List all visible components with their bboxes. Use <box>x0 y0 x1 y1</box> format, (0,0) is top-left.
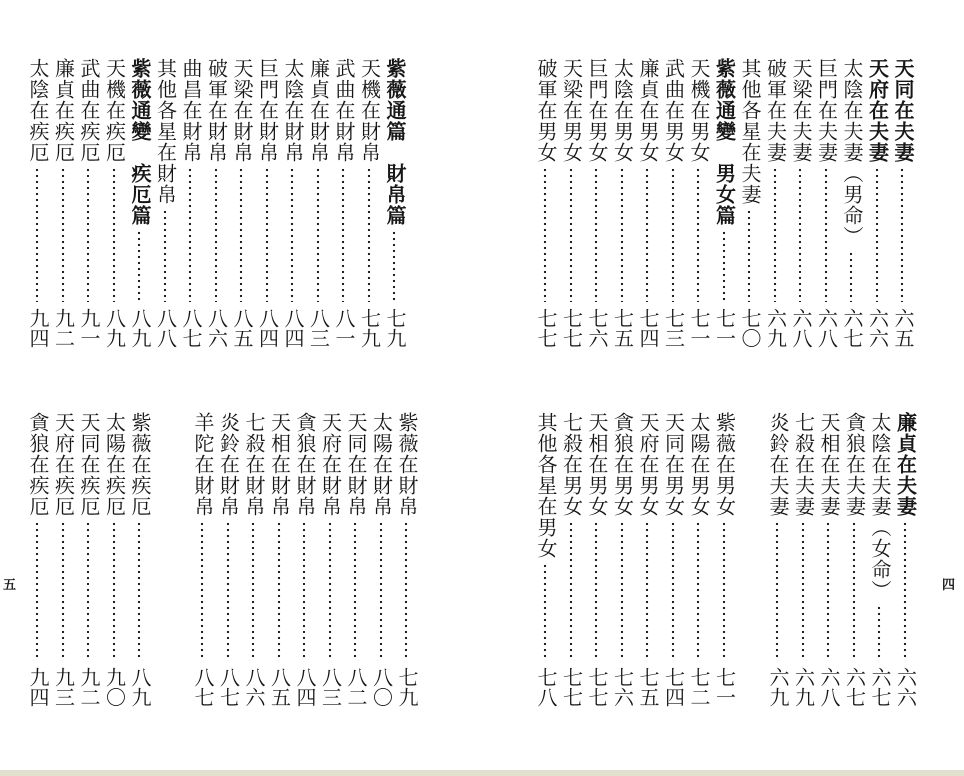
toc-entry-page-number: 七五 <box>636 667 660 707</box>
toc-dot-leader <box>569 521 573 661</box>
toc-entry <box>533 412 559 717</box>
toc-entry <box>127 58 153 358</box>
toc-dot-leader <box>594 521 598 661</box>
toc-dot-leader <box>61 167 65 302</box>
toc-entry-title: 七殺在男女 <box>559 412 584 517</box>
toc-entry-title: 其他各星在男女 <box>534 412 558 559</box>
toc-entry-title: 貪狼在男女 <box>610 412 635 517</box>
toc-dot-leader <box>696 167 700 302</box>
toc-dot-leader <box>112 521 116 661</box>
toc-entry-title: 紫薇在財帛 <box>395 412 419 517</box>
toc-entry <box>255 58 281 358</box>
toc-entry-title: 曲昌在財帛 <box>179 58 203 163</box>
toc-entry <box>842 412 868 717</box>
toc-entry-title: 貪狼在財帛 <box>293 412 317 517</box>
toc-entry-title: 破軍在男女 <box>534 58 558 163</box>
toc-entry <box>127 412 153 717</box>
toc-entry-title: 太陰在疾厄 <box>26 58 50 163</box>
toc-entry-page-number: 八二 <box>344 667 368 707</box>
toc-dot-leader <box>798 167 802 302</box>
toc-entry-title: 太陽在男女 <box>687 412 711 517</box>
toc-entry-page-number: 八七 <box>216 667 241 707</box>
toc-entry-title: 天機在財帛 <box>357 58 382 163</box>
toc-entry <box>51 58 77 358</box>
toc-entry-title: 炎鈴在財帛 <box>216 412 241 517</box>
toc-dot-leader <box>226 521 230 661</box>
toc-entry-page-number: 九四 <box>26 308 50 348</box>
toc-entry-page-number: 七八 <box>534 667 558 707</box>
toc-dot-leader <box>163 209 167 302</box>
toc-entry-title: 廉貞在疾厄 <box>51 58 76 163</box>
toc-entry-page-number: 七三 <box>661 308 686 348</box>
toc-entry-page-number: 七九 <box>357 308 382 348</box>
toc-entry-page-number: 八三 <box>306 308 331 348</box>
toc-entry-title: 天機在男女 <box>687 58 711 163</box>
toc-dot-leader <box>849 251 853 302</box>
toc-entry <box>763 58 789 358</box>
toc-entry-page-number: 六七 <box>840 308 864 348</box>
toc-entry <box>867 412 893 717</box>
toc-entry-page-number: 八七 <box>179 308 203 348</box>
toc-entry-page-number: 六八 <box>814 308 839 348</box>
toc-entry-page-number: 七五 <box>610 308 635 348</box>
toc-entry-page-number: 七九 <box>383 308 407 348</box>
toc-entry <box>229 58 255 358</box>
toc-entry-page-number: 六六 <box>893 667 918 707</box>
toc-entry-page-number: 八六 <box>242 667 266 707</box>
toc-entry-page-number: 八九 <box>128 667 152 707</box>
toc-entry <box>635 412 661 717</box>
toc-entry <box>267 412 293 717</box>
toc-dot-leader <box>722 521 726 661</box>
toc-entry-page-number: 八九 <box>128 308 152 348</box>
toc-entry <box>178 58 204 358</box>
toc-entry <box>584 58 610 358</box>
toc-entry-page-number: 七六 <box>610 667 635 707</box>
left-page-number: 五 <box>3 578 17 593</box>
right-page-bottom-left-toc <box>533 412 737 717</box>
toc-entry-page-number: 九三 <box>51 667 76 707</box>
toc-dot-leader <box>86 167 90 302</box>
toc-dot-leader <box>645 167 649 302</box>
toc-entry <box>712 412 738 717</box>
toc-entry-title: 天梁在夫妻 <box>789 58 813 163</box>
toc-dot-leader <box>594 167 598 302</box>
toc-entry-title: 天相在夫妻 <box>817 412 841 517</box>
toc-entry-title: 武曲在男女 <box>661 58 686 163</box>
toc-entry-title: 天梁在男女 <box>559 58 584 163</box>
toc-entry <box>306 58 332 358</box>
toc-entry-page-number: 八一 <box>332 308 356 348</box>
toc-entry <box>51 412 77 717</box>
toc-entry-page-number: 八九 <box>102 308 127 348</box>
toc-dot-leader <box>722 230 726 302</box>
toc-dot-leader <box>404 521 408 661</box>
toc-entry-page-number: 七四 <box>661 667 686 707</box>
toc-entry <box>153 58 179 358</box>
toc-dot-leader <box>239 167 243 302</box>
toc-entry-title: 太陰在夫妻（女命） <box>868 412 892 601</box>
toc-entry <box>25 412 51 717</box>
toc-entry <box>102 412 128 717</box>
toc-dot-leader <box>801 521 805 661</box>
toc-entry-page-number: 七四 <box>636 308 660 348</box>
right-page-number: 四 <box>942 578 956 593</box>
right-page-bottom-right-toc <box>765 412 918 717</box>
toc-entry-page-number: 七七 <box>534 308 558 348</box>
toc-entry-page-number: 八六 <box>204 308 229 348</box>
toc-dot-leader <box>775 521 779 661</box>
toc-dot-leader <box>569 167 573 302</box>
toc-entry <box>839 58 865 358</box>
toc-entry-title: 其他各星在夫妻 <box>738 58 762 205</box>
toc-entry-title: 天同在夫妻 <box>891 58 915 163</box>
toc-entry-page-number: 七九 <box>395 667 419 707</box>
toc-entry-title: 太陰在男女 <box>610 58 635 163</box>
toc-dot-leader <box>543 167 547 302</box>
toc-dot-leader <box>773 167 777 302</box>
toc-entry <box>533 58 559 358</box>
toc-entry <box>369 412 395 717</box>
toc-dot-leader <box>316 167 320 302</box>
toc-entry-title: 七殺在財帛 <box>242 412 266 517</box>
toc-entry <box>816 412 842 717</box>
toc-entry-page-number: 九一 <box>77 308 101 348</box>
toc-entry-page-number: 八五 <box>267 667 292 707</box>
toc-entry-title: 天機在疾厄 <box>102 58 127 163</box>
toc-entry-page-number: 八〇 <box>369 667 394 707</box>
toc-entry-page-number: 八八 <box>153 308 178 348</box>
toc-entry-page-number: 六九 <box>763 308 788 348</box>
toc-entry <box>318 412 344 717</box>
toc-entry-page-number: 六七 <box>842 667 867 707</box>
toc-dot-leader <box>200 521 204 661</box>
toc-entry-page-number: 九四 <box>26 667 50 707</box>
toc-entry-page-number: 六八 <box>789 308 813 348</box>
toc-entry-page-number: 七七 <box>585 667 609 707</box>
toc-entry-title: 紫薇通變 疾厄篇 <box>128 58 152 226</box>
toc-entry-title: 太陽在財帛 <box>369 412 394 517</box>
toc-dot-leader <box>112 167 116 302</box>
toc-entry-page-number: 七七 <box>559 308 584 348</box>
toc-dot-leader <box>900 167 904 302</box>
toc-entry-title: 其他各星在財帛 <box>153 58 178 205</box>
page-bottom-edge <box>0 770 964 776</box>
toc-entry <box>76 58 102 358</box>
toc-entry-page-number: 九〇 <box>102 667 127 707</box>
toc-entry <box>394 412 420 717</box>
toc-entry-page-number: 七二 <box>687 667 711 707</box>
toc-dot-leader <box>353 521 357 661</box>
toc-entry-title: 天同在財帛 <box>344 412 368 517</box>
toc-entry <box>661 412 687 717</box>
toc-entry-title: 武曲在疾厄 <box>77 58 101 163</box>
toc-entry-title: 貪狼在疾厄 <box>26 412 50 517</box>
toc-dot-leader <box>903 521 907 661</box>
toc-dot-leader <box>367 167 371 302</box>
toc-entry-title: 天府在男女 <box>636 412 660 517</box>
toc-entry-page-number: 八四 <box>281 308 305 348</box>
toc-entry <box>635 58 661 358</box>
toc-entry-title: 天同在疾厄 <box>77 412 101 517</box>
toc-entry-title: 紫薇通篇 財帛篇 <box>383 58 407 226</box>
toc-entry <box>737 58 763 358</box>
toc-entry-title: 廉貞在夫妻 <box>893 412 918 517</box>
toc-entry-page-number: 八四 <box>255 308 280 348</box>
toc-entry-title: 太陽在疾厄 <box>102 412 127 517</box>
toc-dot-leader <box>747 209 751 302</box>
toc-entry <box>292 412 318 717</box>
left-page-bottom-right-toc <box>190 412 420 717</box>
toc-entry-title: 羊陀在財帛 <box>191 412 215 517</box>
toc-entry-page-number: 七七 <box>559 667 584 707</box>
toc-entry <box>661 58 687 358</box>
toc-dot-leader <box>214 167 218 302</box>
toc-dot-leader <box>543 563 547 661</box>
toc-entry-title: 天府在財帛 <box>318 412 343 517</box>
toc-entry-title: 天同在男女 <box>661 412 686 517</box>
toc-entry-title: 七殺在夫妻 <box>791 412 816 517</box>
toc-entry <box>559 58 585 358</box>
toc-dot-leader <box>877 605 881 661</box>
toc-dot-leader <box>137 521 141 661</box>
toc-dot-leader <box>620 521 624 661</box>
toc-entry-title: 天相在男女 <box>585 412 609 517</box>
toc-entry-page-number: 七六 <box>585 308 609 348</box>
toc-dot-leader <box>824 167 828 302</box>
toc-dot-leader <box>277 521 281 661</box>
toc-entry <box>765 412 791 717</box>
toc-dot-leader <box>671 521 675 661</box>
toc-entry-title: 天相在財帛 <box>267 412 292 517</box>
left-page-bottom-left-toc <box>25 412 153 717</box>
toc-entry-title: 破軍在財帛 <box>204 58 229 163</box>
toc-entry <box>814 58 840 358</box>
left-page-top-toc <box>25 58 408 358</box>
toc-entry <box>686 412 712 717</box>
toc-entry-title: 太陰在夫妻（男命） <box>840 58 864 247</box>
toc-entry-page-number: 六六 <box>865 308 890 348</box>
toc-entry-page-number: 七一 <box>712 308 737 348</box>
toc-entry-page-number: 六九 <box>766 667 790 707</box>
toc-entry-page-number: 六九 <box>791 667 816 707</box>
toc-dot-leader <box>35 521 39 661</box>
toc-entry-title: 天梁在財帛 <box>230 58 254 163</box>
toc-dot-leader <box>35 167 39 302</box>
toc-dot-leader <box>188 167 192 302</box>
toc-entry-page-number: 七〇 <box>738 308 762 348</box>
toc-entry-title: 巨門在夫妻 <box>814 58 839 163</box>
toc-dot-leader <box>290 167 294 302</box>
toc-entry <box>102 58 128 358</box>
toc-dot-leader <box>341 167 345 302</box>
toc-entry-title: 廉貞在男女 <box>636 58 660 163</box>
toc-entry-page-number: 九二 <box>77 667 101 707</box>
toc-entry-title: 武曲在財帛 <box>332 58 356 163</box>
toc-entry-title: 巨門在財帛 <box>255 58 280 163</box>
toc-dot-leader <box>645 521 649 661</box>
toc-dot-leader <box>302 521 306 661</box>
toc-entry-page-number: 六八 <box>817 667 841 707</box>
toc-dot-leader <box>265 167 269 302</box>
toc-entry-title: 天府在疾厄 <box>51 412 76 517</box>
toc-entry <box>791 412 817 717</box>
toc-dot-leader <box>620 167 624 302</box>
toc-entry <box>865 58 891 358</box>
toc-entry-page-number: 八三 <box>318 667 343 707</box>
toc-dot-leader <box>671 167 675 302</box>
toc-entry <box>76 412 102 717</box>
toc-entry-page-number: 七一 <box>712 667 737 707</box>
toc-dot-leader <box>251 521 255 661</box>
toc-entry-page-number: 八四 <box>293 667 317 707</box>
toc-entry <box>343 412 369 717</box>
toc-entry-page-number: 八七 <box>191 667 215 707</box>
toc-entry <box>190 412 216 717</box>
toc-dot-leader <box>328 521 332 661</box>
toc-entry-title: 貪狼在夫妻 <box>842 412 867 517</box>
toc-entry-title: 天府在夫妻 <box>865 58 890 163</box>
toc-entry-title: 紫薇通變 男女篇 <box>712 58 737 226</box>
toc-entry <box>331 58 357 358</box>
toc-dot-leader <box>137 230 141 302</box>
toc-entry-title: 廉貞在財帛 <box>306 58 331 163</box>
toc-entry <box>216 412 242 717</box>
toc-dot-leader <box>61 521 65 661</box>
toc-entry <box>610 412 636 717</box>
toc-entry <box>788 58 814 358</box>
toc-entry <box>890 58 916 358</box>
toc-entry-title: 紫薇在疾厄 <box>128 412 152 517</box>
toc-entry-page-number: 八五 <box>230 308 254 348</box>
toc-entry <box>686 58 712 358</box>
toc-entry <box>280 58 306 358</box>
toc-dot-leader <box>379 521 383 661</box>
toc-entry-page-number: 九二 <box>51 308 76 348</box>
toc-entry <box>357 58 383 358</box>
toc-entry-page-number: 七一 <box>687 308 711 348</box>
toc-entry-page-number: 六七 <box>868 667 892 707</box>
toc-entry-title: 巨門在男女 <box>585 58 609 163</box>
toc-entry <box>25 58 51 358</box>
toc-entry-title: 紫薇在男女 <box>712 412 737 517</box>
toc-dot-leader <box>696 521 700 661</box>
toc-entry <box>610 58 636 358</box>
toc-entry <box>204 58 230 358</box>
toc-entry <box>559 412 585 717</box>
toc-entry <box>712 58 738 358</box>
toc-dot-leader <box>852 521 856 661</box>
toc-entry <box>241 412 267 717</box>
toc-entry <box>893 412 919 717</box>
toc-entry <box>584 412 610 717</box>
toc-dot-leader <box>86 521 90 661</box>
toc-entry <box>382 58 408 358</box>
toc-entry-title: 太陰在財帛 <box>281 58 305 163</box>
toc-dot-leader <box>826 521 830 661</box>
toc-dot-leader <box>392 230 396 302</box>
right-page-top-toc <box>533 58 916 358</box>
toc-dot-leader <box>875 167 879 302</box>
toc-entry-title: 破軍在夫妻 <box>763 58 788 163</box>
toc-entry-title: 炎鈴在夫妻 <box>766 412 790 517</box>
toc-entry-page-number: 六五 <box>891 308 915 348</box>
